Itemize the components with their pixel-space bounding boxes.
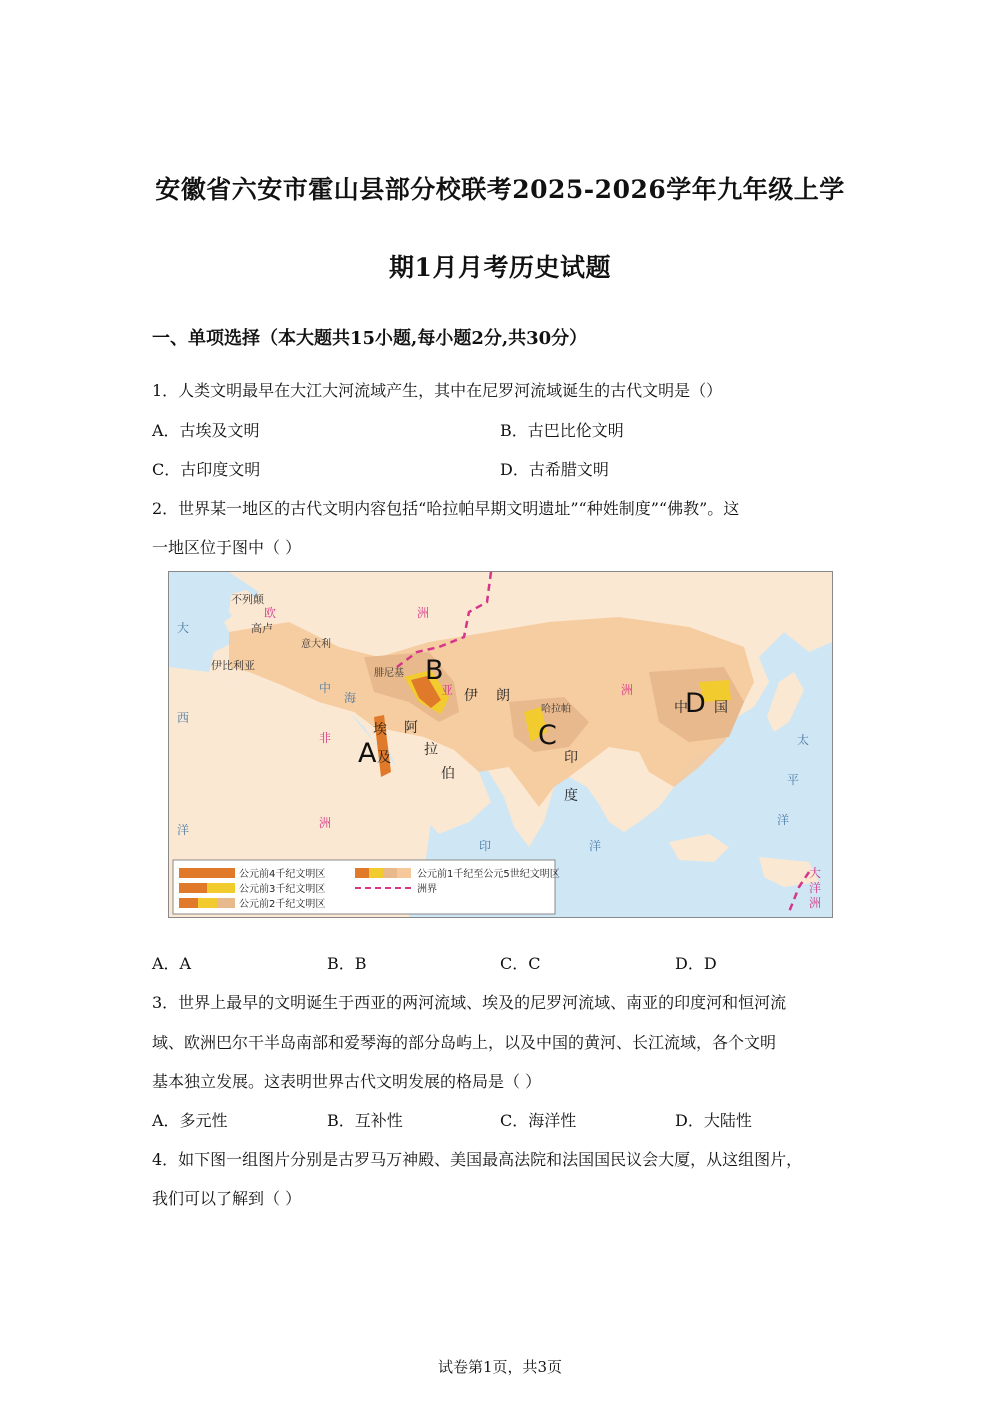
label-gaul: 高卢 <box>251 622 273 635</box>
q1-option-b[interactable]: B．古巴比伦文明 <box>500 421 624 440</box>
legend-swatch-2k-a <box>179 898 198 908</box>
page-title-line1: 安徽省六安市霍山县部分校联考2025-2026学年九年级上学 <box>155 175 845 204</box>
legend-swatch-1k-c <box>383 868 397 878</box>
label-atlantic-2: 西 <box>177 711 190 725</box>
label-egypt-2: 及 <box>377 750 391 766</box>
ancient-civilizations-map <box>168 571 833 918</box>
q2-stem-line2: 一地区位于图中（ ） <box>152 538 302 557</box>
label-indian-1: 印 <box>479 839 492 853</box>
label-britain: 不列颠 <box>231 593 264 606</box>
label-india-2: 度 <box>564 788 578 804</box>
label-iran-2: 朗 <box>496 688 510 704</box>
section-heading: 一、单项选择（本大题共15小题,每小题2分,共30分） <box>152 328 588 349</box>
legend-label-border: 洲界 <box>417 884 437 895</box>
label-atlantic-1: 大 <box>177 621 190 635</box>
legend-swatch-2k-c <box>217 898 235 908</box>
label-pacific-1: 太 <box>797 733 810 747</box>
label-arabia-1: 阿 <box>404 720 418 736</box>
map-legend <box>173 860 560 914</box>
marker-b: B <box>425 655 444 686</box>
label-india-1: 印 <box>564 750 578 766</box>
legend-swatch-3k-a <box>179 883 207 893</box>
label-indian-2: 洋 <box>589 839 602 853</box>
q3-option-a[interactable]: A．多元性 <box>152 1111 228 1130</box>
legend-label-4k: 公元前4千纪文明区 <box>239 869 326 880</box>
q2-option-c[interactable]: C．C <box>500 954 541 973</box>
q4-stem-line2: 我们可以了解到（ ） <box>152 1189 302 1208</box>
q1-stem: 1．人类文明最早在大江大河流域产生，其中在尼罗河流域诞生的古代文明是（） <box>152 381 723 400</box>
q3-option-b[interactable]: B．互补性 <box>327 1111 403 1130</box>
label-china-2: 国 <box>714 700 728 716</box>
label-iberia: 伊比利亚 <box>211 659 255 672</box>
label-oceania-3: 洲 <box>809 896 822 910</box>
q4-stem-line1: 4．如下图一组图片分别是古罗马万神殿、美国最高法院和法国国民议会大厦，从这组图片， <box>152 1150 803 1169</box>
legend-label-2k: 公元前2千纪文明区 <box>239 899 326 910</box>
label-china-1: 中 <box>674 700 688 716</box>
page-title-line2: 期1月月考历史试题 <box>389 253 611 282</box>
q2-option-d[interactable]: D．D <box>675 954 717 973</box>
label-med-2: 海 <box>344 691 357 705</box>
legend-swatch-1k-a <box>355 868 369 878</box>
label-phoenicia: 腓尼基 <box>374 668 404 679</box>
label-med-1: 中 <box>319 681 332 695</box>
label-arabia-2: 拉 <box>424 742 438 758</box>
marker-d: D <box>685 688 706 719</box>
label-europe-1: 欧 <box>264 606 277 620</box>
legend-swatch-4k <box>179 868 235 878</box>
legend-label-3k: 公元前3千纪文明区 <box>239 884 326 895</box>
label-oceania-1: 大 <box>809 866 822 880</box>
label-asia-2: 洲 <box>621 683 634 697</box>
q3-stem-line1: 3．世界上最早的文明诞生于西亚的两河流域、埃及的尼罗河流域、南亚的印度河和恒河流 <box>152 993 787 1012</box>
page-footer: 试卷第1页，共3页 <box>437 1358 563 1376</box>
legend-label-1k: 公元前1千纪至公元5世纪文明区 <box>417 869 560 880</box>
q2-option-a[interactable]: A．A <box>152 954 192 973</box>
label-harappa: 哈拉帕 <box>541 704 571 715</box>
marker-a: A <box>358 738 377 769</box>
q2-option-b[interactable]: B．B <box>327 954 367 973</box>
label-egypt-1: 埃 <box>373 722 387 738</box>
q3-option-d[interactable]: D．大陆性 <box>675 1111 752 1130</box>
label-africa-2: 洲 <box>319 816 332 830</box>
label-iran-1: 伊 <box>464 688 478 704</box>
q1-option-d[interactable]: D．古希腊文明 <box>500 460 609 479</box>
marker-c: C <box>538 720 557 751</box>
q3-option-c[interactable]: C．海洋性 <box>500 1111 577 1130</box>
legend-swatch-2k-b <box>198 898 217 908</box>
legend-swatch-1k-b <box>369 868 383 878</box>
label-africa-1: 非 <box>319 731 332 745</box>
label-arabia-3: 伯 <box>441 766 455 782</box>
legend-swatch-3k-b <box>207 883 235 893</box>
label-pacific-3: 洋 <box>777 813 790 827</box>
q2-stem-line1: 2．世界某一地区的古代文明内容包括“哈拉帕早期文明遗址”“种姓制度”“佛教”。这 <box>152 499 740 518</box>
label-italy: 意大利 <box>301 639 331 650</box>
legend-swatch-1k-d <box>397 868 411 878</box>
q3-stem-line3: 基本独立发展。这表明世界古代文明发展的格局是（ ） <box>152 1072 542 1091</box>
label-oceania-2: 洋 <box>809 881 822 895</box>
q1-option-a[interactable]: A．古埃及文明 <box>152 421 260 440</box>
q1-option-c[interactable]: C．古印度文明 <box>152 460 261 479</box>
label-asia-1: 亚 <box>441 683 454 697</box>
q3-stem-line2: 域、欧洲巴尔干半岛南部和爱琴海的部分岛屿上，以及中国的黄河、长江流域，各个文明 <box>152 1033 777 1052</box>
label-europe-2: 洲 <box>417 606 430 620</box>
label-pacific-2: 平 <box>787 773 800 787</box>
label-atlantic-3: 洋 <box>177 823 190 837</box>
